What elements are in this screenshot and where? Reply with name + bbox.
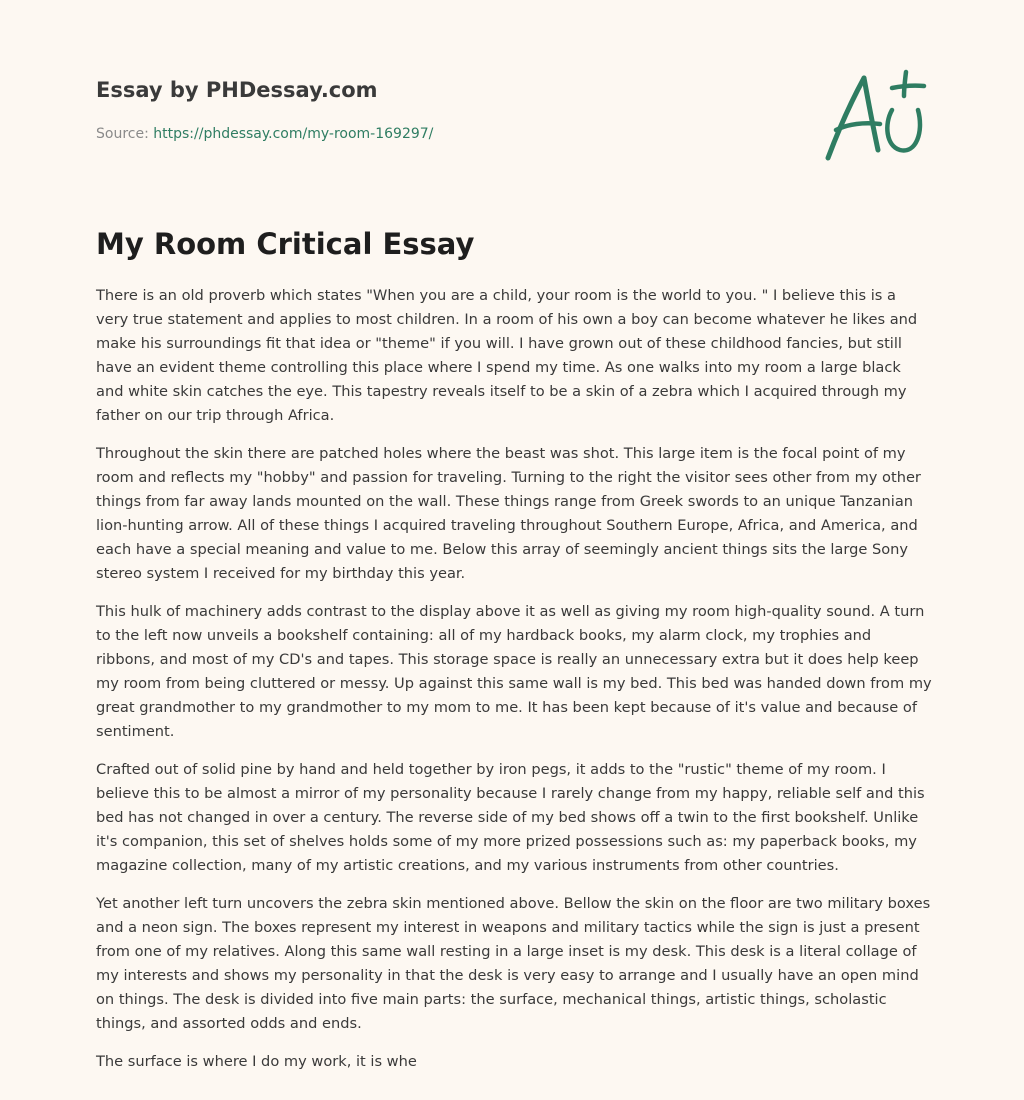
essay-paragraph: This hulk of machinery adds contrast to the display above it as well as giving my room high-quality sound. A turn to the left now unveils a bookshelf containing: all of my hardback books, my alarm clock, my trophies and ribbons, and most of my CD's and tapes. This storage space is really an unnecessary extra but it does help keep my room from being cluttered or messy. Up against this same wall is my bed. This bed was handed down from my great grandmother to my grandmother to my mom to me. It has been kept because of it's value and because of sentiment. [96, 603, 932, 740]
essay-paragraph: Yet another left turn uncovers the zebra skin mentioned above. Bellow the skin on the floor are two military boxes and a neon sign. The boxes represent my interest in weapons and military tactics while the sign is just a present from one of my relatives. Along this same wall resting in a large inset is my desk. This desk is a literal collage of my interests and shows my personality in that the desk is very easy to arrange and I usually have an open mind on things. The desk is divided into five main parts: the surface, mechanical things, artistic things, scholastic things, and assorted odds and ends. [96, 895, 931, 1032]
a-plus-grade-icon [818, 66, 930, 166]
essay-paragraph: Throughout the skin there are patched holes where the beast was shot. This large item is the focal point of my room and reflects my "hobby" and passion for traveling. Turning to the right the visitor sees other from my other things from far away lands mounted on the wall. These things range from Greek swords to an unique Tanzanian lion-hunting arrow. All of these things I acquired traveling throughout Southern Europe, Africa, and America, and each have a special meaning and value to me. Below this array of seemingly ancient things sits the large Sony stereo system I received for my birthday this year. [96, 445, 921, 582]
essay-title: My Room Critical Essay [96, 227, 475, 261]
essay-paragraph: There is an old proverb which states "When you are a child, your room is the world to you. " I believe this is a very true statement and applies to most children. In a room of his own a boy can become whatever he likes and make his surroundings fit that idea or "theme" if you will. I have grown out of these childhood fancies, but still have an evident theme controlling this place where I spend my time. As one walks into my room a large black and white skin catches the eye. This tapestry reveals itself to be a skin of a zebra which I acquired through my father on our trip through Africa. [96, 287, 918, 424]
site-brand: Essay by PHDessay.com [96, 78, 378, 102]
essay-paragraph: Crafted out of solid pine by hand and held together by iron pegs, it adds to the "rustic" theme of my room. I believe this to be almost a mirror of my personality because I rarely change from my happy, reliable self and this bed has not changed in over a century. The reverse side of my bed shows off a twin to the first bookshelf. Unlike it's companion, this set of shelves holds some of my more prized possessions such as: my paperback books, my magazine collection, many of my artistic creations, and my various instruments from other countries. [96, 761, 925, 874]
source-label: Source: [96, 126, 154, 142]
source-line [96, 124, 796, 144]
essay-body [96, 284, 932, 1088]
essay-paragraph: The surface is where I do my work, it is whe [96, 1053, 417, 1070]
document-header [96, 76, 796, 144]
source-link[interactable]: https://phdessay.com/my-room-169297/ [153, 126, 434, 142]
